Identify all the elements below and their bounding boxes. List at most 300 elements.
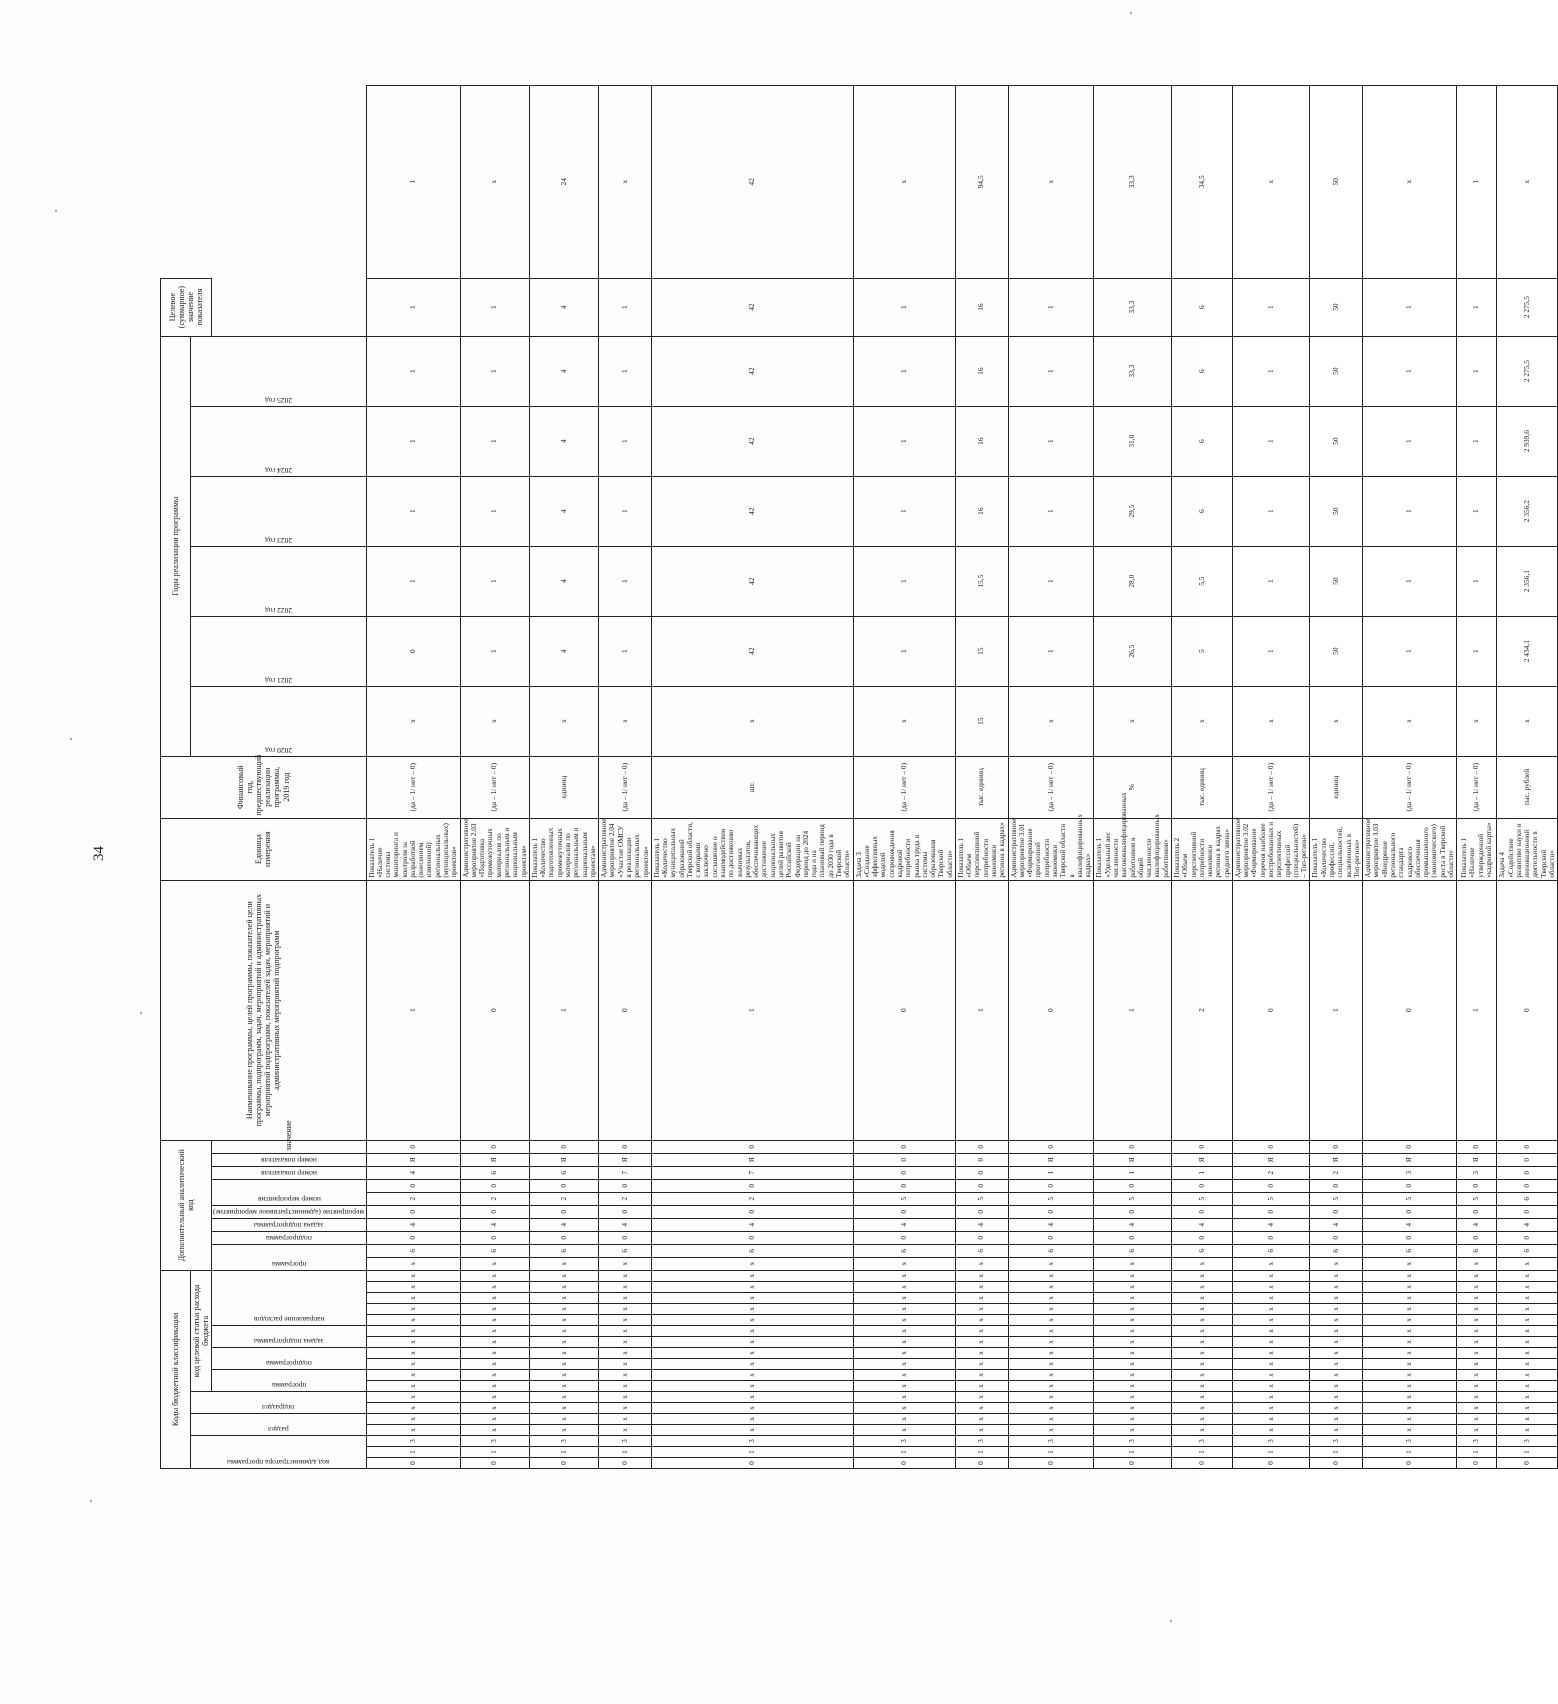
cell-target-code: x [1232, 1293, 1310, 1304]
cell-target-code: x [1171, 1293, 1232, 1304]
cell-year-value: 31,0 [1094, 406, 1172, 476]
cell-base-year: x [1171, 686, 1232, 756]
table-row [1310, 86, 1363, 1469]
cell-year-value: 1 [460, 616, 529, 686]
cell-year-value: 50 [1310, 476, 1363, 546]
cell-target-value: 34,5 [1171, 86, 1232, 279]
cell-name: Показатель 1 «Количество подготовленных промежуточных материалов по региональным и национальным проектам» [529, 818, 598, 880]
cell-target-code: x [1008, 1425, 1094, 1436]
cell-analytic-code: 7 [599, 1166, 652, 1179]
cell-admin-code: 1 [1363, 1447, 1457, 1458]
cell-admin-code: 0 [1363, 1458, 1457, 1469]
cell-year-value: 1 [460, 278, 529, 336]
cell-target-code: x [1497, 1425, 1558, 1436]
cell-year-value: 29,5 [1094, 476, 1172, 546]
cell-analytic-code: 0 [366, 1179, 460, 1192]
cell-year-value: 15 [955, 616, 1008, 686]
cell-target-code: x [1310, 1381, 1363, 1392]
cell-target-code: x [1363, 1403, 1457, 1414]
cell-target-code: x [460, 1315, 529, 1326]
cell-admin-code: 1 [1232, 1447, 1310, 1458]
cell-analytic-code: Я [460, 1153, 529, 1166]
cell-target-code: x [1171, 1425, 1232, 1436]
cell-analytic-code: 0 [651, 1179, 853, 1192]
cell-analytic-code: 4 [651, 1218, 853, 1231]
cell-analytic-code: 6 [1457, 1244, 1497, 1257]
cell-year-value: 4 [529, 336, 598, 406]
cell-year-value: 33,3 [1094, 278, 1172, 336]
cell-target-code: x [1008, 1370, 1094, 1381]
cell-year-value: 1 [1363, 336, 1457, 406]
cell-target-code: x [1497, 1315, 1558, 1326]
cell-target-code: x [1094, 1326, 1172, 1337]
cell-year-value: 42 [651, 616, 853, 686]
cell-target-code: x [1171, 1359, 1232, 1370]
cell-year-value: 2 939,6 [1497, 406, 1558, 476]
cell-analytic-code: 0 [651, 1231, 853, 1244]
cell-target-code: x [853, 1348, 955, 1359]
cell-analytic-code: 0 [955, 1140, 1008, 1153]
cell-target-code: x [1310, 1370, 1363, 1381]
cell-analytic-code: 0 [599, 1205, 652, 1218]
cell-analytic-code: 5 [1363, 1192, 1457, 1205]
cell-analytic-code: 6 [366, 1244, 460, 1257]
cell-target-code: x [1363, 1257, 1457, 1270]
cell-analytic-code: 0 [1232, 1231, 1310, 1244]
cell-admin-code: 1 [1497, 1447, 1558, 1458]
cell-target-code: x [599, 1270, 652, 1281]
cell-year-value: 4 [529, 546, 598, 616]
cell-year-value: 1 [460, 336, 529, 406]
cell-admin-code: 3 [460, 1436, 529, 1447]
cell-target-code: x [853, 1270, 955, 1281]
cell-target-code: x [529, 1403, 598, 1414]
cell-name: Показатель 1 «Количество муниципальных образований Тверской области, с которыми заключено соглашение о взаимодействии по достижению значимых результатов, обеспечивающих достижение национальных целей развития Российской Федерации на период до 2024 года и на плановый период до 2030 года в Тверской области» [651, 818, 853, 880]
cell-target-code: x [529, 1370, 598, 1381]
cell-year-value: 1 [1008, 406, 1094, 476]
cell-year-value: 6 [1171, 278, 1232, 336]
table-body [366, 86, 1558, 1469]
cell-target-code: x [599, 1282, 652, 1293]
cell-analytic-code: 0 [1232, 1140, 1310, 1153]
cell-year-value: 2 275,5 [1497, 336, 1558, 406]
cell-target-code: x [1457, 1315, 1497, 1326]
scan-speck [140, 1012, 142, 1014]
cell-admin-code: 0 [651, 1458, 853, 1469]
cell-analytic-code: Я [1094, 1153, 1172, 1166]
cell-analytic-code: 0 [529, 1140, 598, 1153]
cell-analytic-code: 4 [1497, 1218, 1558, 1231]
cell-target-code: x [1094, 1403, 1172, 1414]
cell-admin-code: 0 [853, 1458, 955, 1469]
cell-target-code: x [460, 1348, 529, 1359]
cell-admin-code: 0 [1457, 1458, 1497, 1469]
cell-target-code: x [651, 1392, 853, 1403]
cell-target-value: 94,5 [955, 86, 1008, 279]
cell-target-code: x [853, 1370, 955, 1381]
hdr-base-year: Финансовый год, предшествующий реализации программы, 2019 год [161, 756, 367, 818]
cell-unit: шт. [651, 756, 853, 818]
cell-target-code: x [460, 1370, 529, 1381]
cell-name: Показатель 1 «Наличие утвержденной «кадровой карты» [1457, 818, 1497, 880]
cell-base-year: x [853, 686, 955, 756]
cell-year-value: 26,5 [1094, 616, 1172, 686]
cell-target-code: x [1310, 1337, 1363, 1348]
cell-target-code: x [1094, 1414, 1172, 1425]
cell-target-code: x [1310, 1326, 1363, 1337]
cell-analytic-code: 5 [1008, 1192, 1094, 1205]
cell-target-code: x [529, 1282, 598, 1293]
cell-analytic-code: 6 [1094, 1244, 1172, 1257]
cell-analytic-code: 0 [366, 1231, 460, 1244]
cell-year-value: 1 [599, 278, 652, 336]
cell-target-code: x [460, 1425, 529, 1436]
cell-analytic-code: 0 [1363, 1140, 1457, 1153]
cell-target-code: x [1457, 1392, 1497, 1403]
cell-target-code: x [529, 1414, 598, 1425]
cell-target-code: x [955, 1337, 1008, 1348]
cell-target-code: x [460, 1403, 529, 1414]
cell-target-code: x [955, 1315, 1008, 1326]
cell-admin-code: 1 [529, 1447, 598, 1458]
cell-analytic-code: 2 [1310, 1166, 1363, 1179]
cell-target-code: x [1457, 1348, 1497, 1359]
cell-target-value: x [460, 86, 529, 279]
cell-target-code: x [1232, 1414, 1310, 1425]
cell-analytic-code: 2 [651, 1192, 853, 1205]
cell-analytic-code: 6 [599, 1244, 652, 1257]
cell-admin-code: 3 [1363, 1436, 1457, 1447]
table-row [1457, 86, 1497, 1469]
cell-target-code: x [599, 1414, 652, 1425]
cell-analytic-code: 0 [599, 880, 652, 1140]
cell-year-value: 1 [366, 476, 460, 546]
cell-year-value: 1 [599, 336, 652, 406]
cell-unit: (да – 1/ нет – 0) [1008, 756, 1094, 818]
cell-target-code: x [1310, 1359, 1363, 1370]
cell-analytic-code: Я [1363, 1153, 1457, 1166]
cell-target-code: x [1232, 1403, 1310, 1414]
cell-target-code: x [366, 1414, 460, 1425]
cell-target-code: x [529, 1348, 598, 1359]
table-row [1232, 86, 1310, 1469]
cell-target-code: x [853, 1359, 955, 1370]
cell-target-code: x [1094, 1425, 1172, 1436]
cell-target-code: x [955, 1304, 1008, 1315]
cell-base-year: x [1457, 686, 1497, 756]
cell-analytic-code: 0 [529, 1179, 598, 1192]
cell-year-value: 1 [853, 406, 955, 476]
cell-year-value: 1 [1457, 278, 1497, 336]
cell-analytic-code: Я [1171, 1153, 1232, 1166]
cell-analytic-code: 0 [1310, 1140, 1363, 1153]
hdr-y2020: 2020 год [191, 686, 367, 756]
hdr-a-event: мероприятие (административное мероприятие) [212, 1205, 366, 1218]
hdr-name: Наименование программы, целей программы, показателей цели программы, подпрограмм, задач, мероприятий и административных мероприятий подпрограмм, показателей задач, мероприятий и административных мероприятий подпрограмм [161, 880, 367, 1140]
cell-target-code: x [460, 1392, 529, 1403]
cell-target-code: x [1232, 1270, 1310, 1281]
hdr-program: программа [212, 1370, 366, 1392]
cell-name: Показатель 1 «Удельный вес численности высококвалифицированных работников в общей численности квалифицированных работников» [1094, 818, 1172, 880]
cell-analytic-code: 0 [651, 1205, 853, 1218]
cell-target-code: x [1232, 1257, 1310, 1270]
cell-analytic-code: 2 [460, 1192, 529, 1205]
cell-target-code: x [460, 1257, 529, 1270]
cell-target-code: x [1310, 1257, 1363, 1270]
cell-target-code: x [1094, 1257, 1172, 1270]
table-row [366, 86, 460, 1469]
cell-name: Показатель 2 «Объем перспективной потребности экономики региона в кадрах среднего звена» [1171, 818, 1232, 880]
hdr-subsection: подраздел [191, 1392, 367, 1414]
cell-unit: (да – 1/ нет – 0) [366, 756, 460, 818]
cell-target-code: x [366, 1293, 460, 1304]
cell-base-year: x [1363, 686, 1457, 756]
cell-year-value: 1 [1363, 616, 1457, 686]
cell-target-code: x [1232, 1304, 1310, 1315]
cell-year-value: 50 [1310, 406, 1363, 476]
hdr-y2024: 2024 год [191, 406, 367, 476]
cell-target-code: x [460, 1293, 529, 1304]
cell-admin-code: 0 [366, 1458, 460, 1469]
hdr-section: раздел [191, 1414, 367, 1436]
cell-target-code: x [366, 1370, 460, 1381]
cell-year-value: 50 [1310, 616, 1363, 686]
cell-unit: (да – 1/ нет – 0) [1232, 756, 1310, 818]
cell-target-code: x [599, 1392, 652, 1403]
cell-year-value: 1 [853, 616, 955, 686]
cell-unit: (да – 1/ нет – 0) [460, 756, 529, 818]
cell-target-code: x [1457, 1359, 1497, 1370]
cell-analytic-code: 0 [599, 1179, 652, 1192]
cell-analytic-code: Я [1457, 1153, 1497, 1166]
cell-analytic-code: 0 [1457, 1231, 1497, 1244]
cell-target-code: x [366, 1304, 460, 1315]
cell-analytic-code: 0 [1457, 1140, 1497, 1153]
hdr-a-event-no: номер мероприятия [212, 1179, 366, 1205]
cell-analytic-code: 6 [651, 1244, 853, 1257]
cell-target-code: x [529, 1293, 598, 1304]
cell-target-code: x [1310, 1425, 1363, 1436]
cell-analytic-code: 5 [1310, 1192, 1363, 1205]
hdr-gp-admin: код администратора программы [191, 1436, 367, 1469]
cell-target-code: x [955, 1425, 1008, 1436]
cell-target-code: x [1497, 1381, 1558, 1392]
cell-year-value: 50 [1310, 546, 1363, 616]
cell-year-value: 15,5 [955, 546, 1008, 616]
cell-analytic-code: 0 [955, 1205, 1008, 1218]
cell-admin-code: 3 [529, 1436, 598, 1447]
cell-target-code: x [1363, 1381, 1457, 1392]
cell-analytic-code: 2 [1232, 1166, 1310, 1179]
cell-analytic-code: 2 [1171, 880, 1232, 1140]
cell-year-value: 4 [529, 406, 598, 476]
cell-analytic-code: 0 [1094, 1179, 1172, 1192]
cell-unit: тыс. единиц [1171, 756, 1232, 818]
cell-year-value: 1 [599, 406, 652, 476]
cell-analytic-code: 0 [853, 1166, 955, 1179]
cell-name: Показатель 1 «Объем перспективной потребности экономики региона в кадрах» [955, 818, 1008, 880]
cell-target-code: x [1363, 1293, 1457, 1304]
cell-target-code: x [1363, 1337, 1457, 1348]
cell-analytic-code: 0 [1232, 1179, 1310, 1192]
rotated-table-sheet [160, 85, 1556, 1469]
cell-unit: единиц [529, 756, 598, 818]
cell-unit: (да – 1/ нет – 0) [1457, 756, 1497, 818]
cell-target-value: 33,3 [1094, 86, 1172, 279]
cell-target-code: x [1497, 1293, 1558, 1304]
cell-analytic-code: 0 [1497, 1205, 1558, 1218]
cell-analytic-code: 0 [1363, 1205, 1457, 1218]
cell-analytic-code: 1 [1171, 1166, 1232, 1179]
cell-analytic-code: 2 [366, 1192, 460, 1205]
cell-analytic-code: 0 [460, 1140, 529, 1153]
cell-target-code: x [1497, 1326, 1558, 1337]
cell-year-value: 1 [460, 406, 529, 476]
cell-target-code: x [1232, 1315, 1310, 1326]
cell-target-code: x [460, 1359, 529, 1370]
cell-base-year: x [651, 686, 853, 756]
cell-target-value: 24 [529, 86, 598, 279]
cell-target-code: x [1171, 1403, 1232, 1414]
cell-name: Административное мероприятие 2.03 «Подготовка промежуточных материалов по региональным и национальным проектам» [460, 818, 529, 880]
cell-year-value: 42 [651, 336, 853, 406]
cell-target-code: x [853, 1425, 955, 1436]
cell-target-code: x [1094, 1337, 1172, 1348]
cell-admin-code: 0 [955, 1458, 1008, 1469]
cell-target-code: x [1457, 1326, 1497, 1337]
cell-target-code: x [1363, 1326, 1457, 1337]
cell-target-code: x [1171, 1282, 1232, 1293]
table-row [1094, 86, 1172, 1469]
cell-name: Задача 3 «Создание эффективных моделей сопровождения кадровой потребности рынка труда и системы образования Тверской области» [853, 818, 955, 880]
cell-target-code: x [1363, 1282, 1457, 1293]
cell-admin-code: 3 [1497, 1436, 1558, 1447]
cell-unit: тыс. единиц [955, 756, 1008, 818]
cell-analytic-code: 0 [599, 1231, 652, 1244]
hdr-y2025: 2025 год [191, 336, 367, 406]
cell-analytic-code: 6 [460, 1166, 529, 1179]
cell-year-value: 2 275,5 [1497, 278, 1558, 336]
cell-target-code: x [853, 1326, 955, 1337]
cell-target-value: 1 [366, 86, 460, 279]
cell-target-code: x [529, 1326, 598, 1337]
cell-name: Показатель 1 «Количество профессий, специальностей, включенных в Топ-регион» [1310, 818, 1363, 880]
cell-year-value: 6 [1171, 406, 1232, 476]
cell-target-code: x [651, 1359, 853, 1370]
cell-year-value: 16 [955, 406, 1008, 476]
cell-target-code: x [651, 1270, 853, 1281]
cell-analytic-code: 6 [1171, 1244, 1232, 1257]
cell-target-code: x [1094, 1282, 1172, 1293]
cell-target-code: x [366, 1403, 460, 1414]
cell-base-year: x [1008, 686, 1094, 756]
cell-analytic-code: 0 [1008, 1179, 1094, 1192]
cell-analytic-code: 0 [1094, 1231, 1172, 1244]
cell-admin-code: 0 [1094, 1458, 1172, 1469]
cell-analytic-code: 0 [853, 880, 955, 1140]
cell-admin-code: 0 [1008, 1458, 1094, 1469]
cell-target-code: x [955, 1359, 1008, 1370]
cell-target-value: 50 [1310, 86, 1363, 279]
cell-target-code: x [1171, 1392, 1232, 1403]
cell-target-code: x [1171, 1414, 1232, 1425]
cell-target-code: x [1171, 1304, 1232, 1315]
hdr-task-subprogram: задача подпрограммы [212, 1326, 366, 1348]
cell-target-code: x [1310, 1414, 1363, 1425]
cell-admin-code: 0 [1171, 1458, 1232, 1469]
table-row [651, 86, 853, 1469]
cell-target-code: x [1363, 1348, 1457, 1359]
cell-target-code: x [1310, 1392, 1363, 1403]
cell-unit: единиц [1310, 756, 1363, 818]
table-row [1363, 86, 1457, 1469]
cell-target-code: x [1171, 1257, 1232, 1270]
cell-target-code: x [853, 1293, 955, 1304]
cell-analytic-code: 0 [1457, 1179, 1497, 1192]
cell-year-value: 1 [1232, 546, 1310, 616]
cell-unit: тыс. рублей [1497, 756, 1558, 818]
cell-target-code: x [1363, 1359, 1457, 1370]
cell-target-code: x [460, 1414, 529, 1425]
hdr-a-ind-no: номер показателя [212, 1153, 366, 1166]
cell-year-value: 1 [1363, 278, 1457, 336]
cell-target-code: x [853, 1414, 955, 1425]
cell-base-year: 15 [955, 686, 1008, 756]
cell-base-year: x [1094, 686, 1172, 756]
cell-target-code: x [1008, 1315, 1094, 1326]
cell-year-value: 2 356,2 [1497, 476, 1558, 546]
cell-target-code: x [1008, 1403, 1094, 1414]
cell-analytic-code: 4 [1232, 1218, 1310, 1231]
cell-analytic-code: 4 [529, 1218, 598, 1231]
cell-analytic-code: 0 [1094, 1140, 1172, 1153]
cell-year-value: 1 [366, 336, 460, 406]
cell-analytic-code: 0 [1232, 1205, 1310, 1218]
cell-target-code: x [1363, 1304, 1457, 1315]
cell-analytic-code: 0 [853, 1140, 955, 1153]
cell-target-code: x [955, 1381, 1008, 1392]
cell-target-code: x [651, 1282, 853, 1293]
cell-admin-code: 1 [1171, 1447, 1232, 1458]
cell-target-code: x [529, 1304, 598, 1315]
cell-analytic-code: 0 [955, 1179, 1008, 1192]
cell-target-code: x [1457, 1425, 1497, 1436]
cell-analytic-code: 0 [1232, 880, 1310, 1140]
cell-year-value: 5,5 [1171, 546, 1232, 616]
cell-unit: (да – 1/ нет – 0) [1363, 756, 1457, 818]
cell-target-code: x [1008, 1348, 1094, 1359]
cell-target-code: x [651, 1348, 853, 1359]
cell-analytic-code: 5 [1094, 1192, 1172, 1205]
cell-target-code: x [460, 1282, 529, 1293]
cell-target-code: x [1094, 1293, 1172, 1304]
cell-analytic-code: 0 [1094, 1205, 1172, 1218]
cell-target-code: x [1497, 1282, 1558, 1293]
cell-target-code: x [1363, 1414, 1457, 1425]
cell-target-code: x [853, 1304, 955, 1315]
hdr-y2023: 2023 год [191, 476, 367, 546]
cell-admin-code: 1 [1094, 1447, 1172, 1458]
cell-analytic-code: 0 [1008, 880, 1094, 1140]
cell-analytic-code: 0 [529, 1205, 598, 1218]
cell-analytic-code: 6 [1497, 1192, 1558, 1205]
cell-year-value: 50 [1310, 336, 1363, 406]
cell-analytic-code: Я [1310, 1153, 1363, 1166]
cell-year-value: 1 [853, 336, 955, 406]
cell-analytic-code: 0 [853, 1179, 955, 1192]
cell-year-value: 1 [1457, 476, 1497, 546]
cell-target-value: x [1497, 86, 1558, 279]
